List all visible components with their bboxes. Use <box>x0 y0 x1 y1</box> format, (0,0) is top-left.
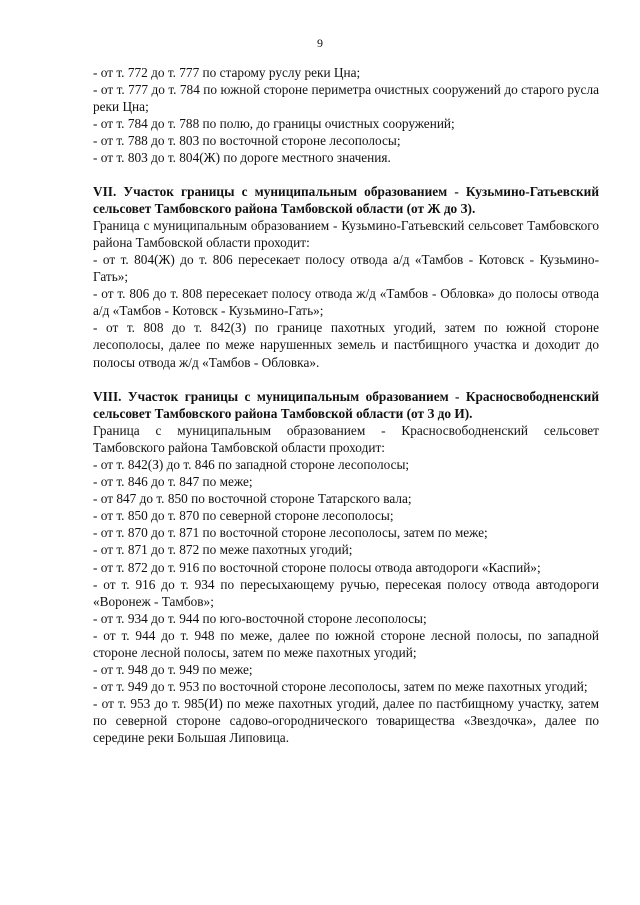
section-8-intro: Граница с муниципальным образованием - Красносвободненский сельсовет Тамбовского района Тамбовской области проходит: <box>93 422 599 455</box>
list-item: - от т. 806 до т. 808 пересекает полосу отвода ж/д «Тамбов - Обловка» до полосы отвода а/д «Тамбов - Котовск - Кузьмино-Гать»; <box>93 286 599 319</box>
page-number: 9 <box>317 36 323 50</box>
list-item: - от 847 до т. 850 по восточной стороне Татарского вала; <box>93 491 412 507</box>
list-item: - от т. 803 до т. 804(Ж) по дороге местного значения. <box>93 150 391 166</box>
list-item: - от т. 870 до т. 871 по восточной стороне лесополосы, затем по меже; <box>93 525 488 541</box>
document-body <box>93 64 599 747</box>
list-item: - от т. 934 до т. 944 по юго-восточной стороне лесополосы; <box>93 610 427 626</box>
list-item: - от т. 953 до т. 985(И) по меже пахотных угодий, далее по пастбищному участку, затем по северной стороне садово-огороднического товарищества «Звездочка», далее по середине реки Большая Липовица. <box>93 696 599 746</box>
list-item: - от т. 949 до т. 953 по восточной стороне лесополосы, затем по меже пахотных угодий; <box>93 679 588 695</box>
list-item: - от т. 772 до т. 777 по старому руслу реки Цна; <box>93 65 361 80</box>
list-item: - от т. 916 до т. 934 по пересыхающему ручью, пересекая полосу отвода автодороги «Воронеж - Тамбов»; <box>93 576 599 609</box>
list-item: - от т. 850 до т. 870 по северной стороне лесополосы; <box>93 508 394 524</box>
list-item: - от т. 846 до т. 847 по меже; <box>93 474 253 490</box>
section-7-intro: Граница с муниципальным образованием - Кузьмино-Гатьевский сельсовет Тамбовского района Тамбовской области проходит: <box>93 217 599 250</box>
list-item: - от т. 808 до т. 842(З) по границе пахотных угодий, затем по южной стороне лесополосы, далее по меже нарушенных земель и пастбищного участка и доходит до полосы отвода ж/д «Тамбов - Обловка». <box>93 320 599 370</box>
section-7-heading: VII. Участок границы с муниципальным образованием - Кузьмино-Гатьевский сельсовет Тамбовского района Тамбовской области (от Ж до З). <box>93 183 599 216</box>
list-item: - от т. 777 до т. 784 по южной стороне периметра очистных сооружений до старого русла реки Цна; <box>93 82 599 115</box>
list-item: - от т. 842(З) до т. 846 по западной стороне лесополосы; <box>93 456 410 472</box>
list-item: - от т. 784 до т. 788 по полю, до границы очистных сооружений; <box>93 116 455 132</box>
list-item: - от т. 944 до т. 948 по меже, далее по южной стороне лесной полосы, по западной стороне лесной полосы, затем по меже пахотных угодий; <box>93 627 599 660</box>
list-item: - от т. 804(Ж) до т. 806 пересекает полосу отвода а/д «Тамбов - Котовск - Кузьмино-Гать»; <box>93 251 599 285</box>
list-item: - от т. 948 до т. 949 по меже; <box>93 662 253 678</box>
list-item: - от т. 788 до т. 803 по восточной стороне лесополосы; <box>93 133 401 149</box>
list-item: - от т. 872 до т. 916 по восточной стороне полосы отвода автодороги «Каспий»; <box>93 559 541 575</box>
list-item: - от т. 871 до т. 872 по меже пахотных угодий; <box>93 542 353 558</box>
section-8-heading: VIII. Участок границы с муниципальным образованием - Красносвободненский сельсовет Тамбовского района Тамбовской области (от З до И). <box>93 388 599 421</box>
